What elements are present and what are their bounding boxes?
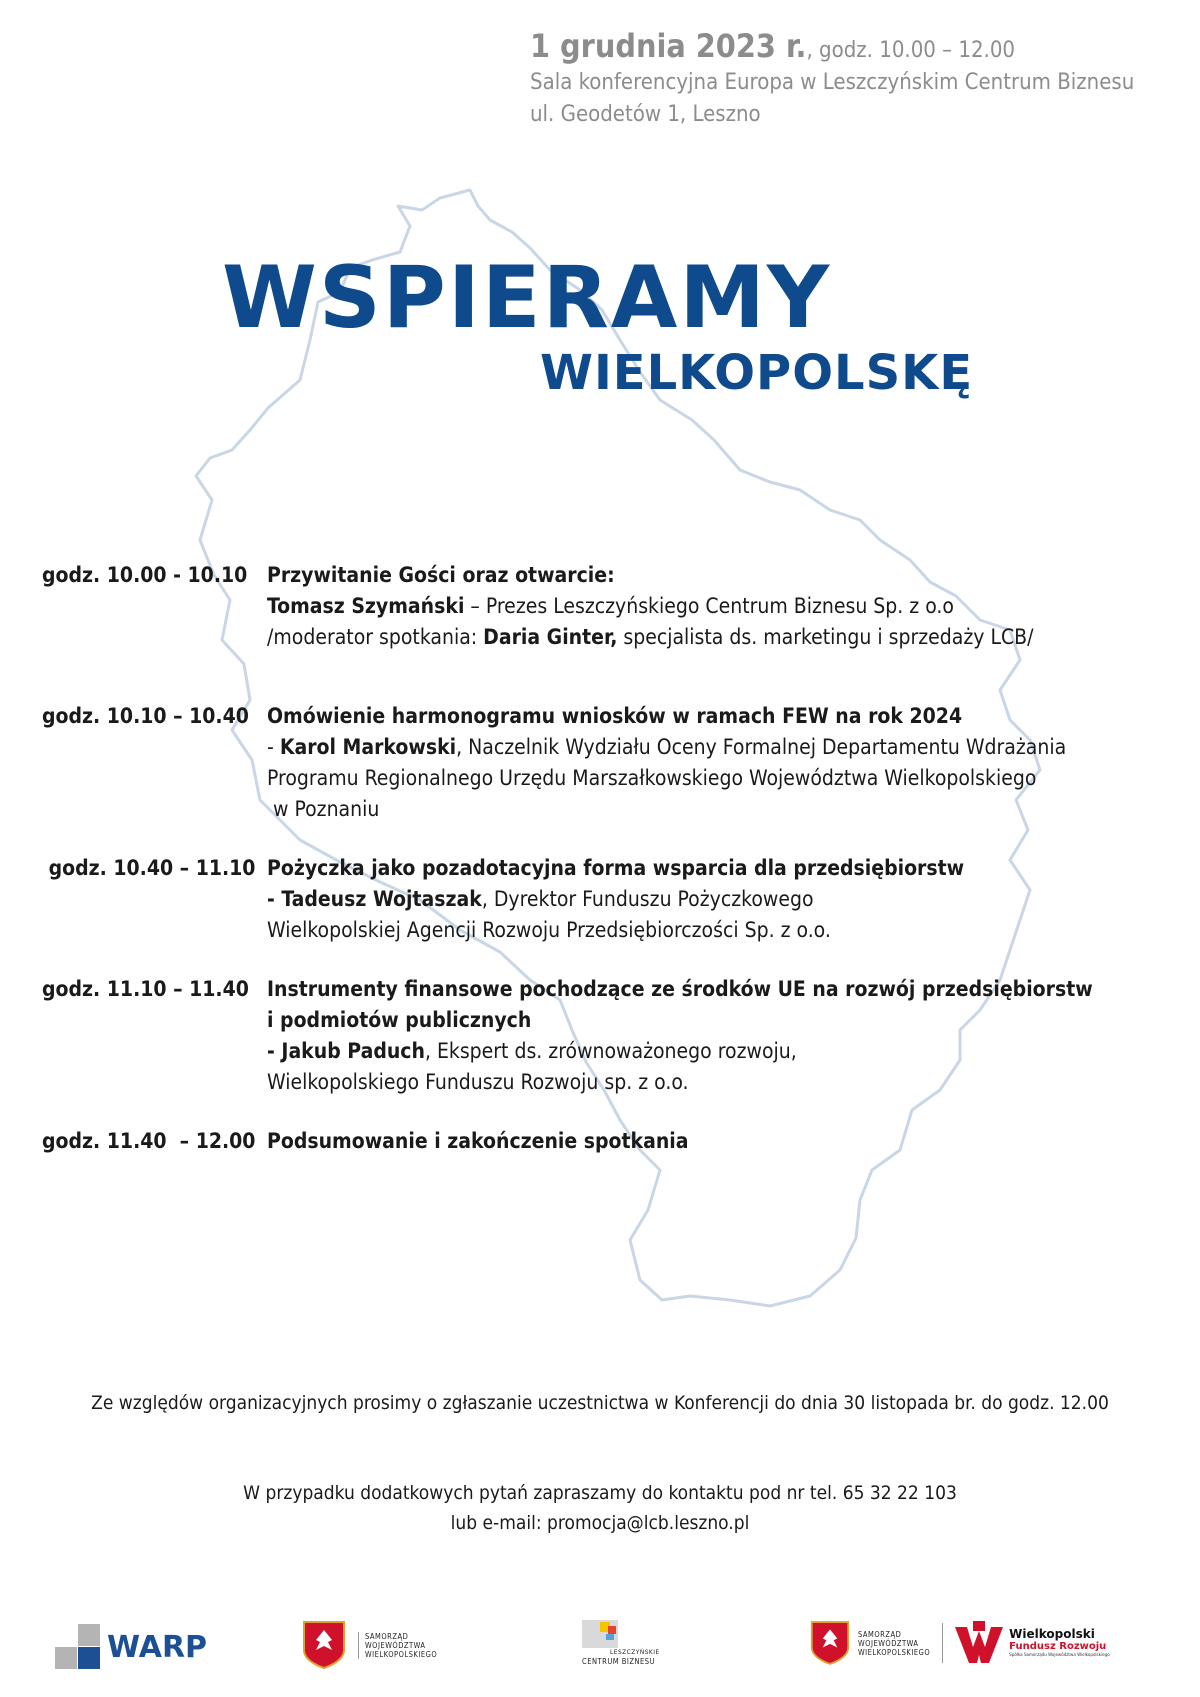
agenda-detail-line: Wielkopolskiego Funduszu Rozwoju sp. z o.o. xyxy=(267,1070,689,1094)
agenda-item xyxy=(42,853,1172,946)
agenda-topic-continued: i podmiotów publicznych xyxy=(267,1008,532,1032)
samorzad-text-2: WOJEWÓDZTWA xyxy=(858,1638,919,1648)
title-line-2: WIELKOPOLSKĘ xyxy=(540,345,974,401)
agenda-detail-line: w Poznaniu xyxy=(267,797,380,821)
samorzad-text-1: SAMORZĄD xyxy=(858,1629,902,1639)
agenda-item xyxy=(42,701,1172,825)
lcb-text-2: CENTRUM BIZNESU xyxy=(582,1657,656,1666)
speaker-prefix: - xyxy=(267,735,280,759)
speaker-name: Karol Markowski xyxy=(279,735,457,759)
agenda-detail-line: Programu Regionalnego Urzędu Marszałkowskiego Województwa Wielkopolskiego xyxy=(267,766,1037,790)
speaker-role: , Naczelnik Wydziału Oceny Formalnej Departamentu Wdrażania xyxy=(456,735,1067,759)
agenda-time: godz. 10.10 – 10.40 xyxy=(42,704,249,728)
event-header xyxy=(530,27,1135,131)
agenda-item xyxy=(42,1126,1172,1157)
agenda-time: godz. 11.10 – 11.40 xyxy=(42,977,249,1001)
lcb-logo xyxy=(582,1620,660,1666)
event-date: 1 grudnia 2023 r. xyxy=(530,27,807,65)
agenda-topic: Przywitanie Gości oraz otwarcie: xyxy=(267,563,615,587)
samorzad-text-2: WOJEWÓDZTWA xyxy=(365,1640,426,1650)
wfr-text-1: Wielkopolski xyxy=(1009,1627,1095,1641)
agenda-time: godz. 10.40 – 11.10 xyxy=(42,856,256,880)
samorzad-text-2-block xyxy=(858,1630,930,1657)
moderator-prefix: /moderator spotkania: xyxy=(267,625,484,649)
lcb-mark-icon xyxy=(582,1620,618,1648)
agenda-topic: Instrumenty finansowe pochodzące ze środków UE na rozwój przedsiębiorstw xyxy=(267,977,1093,1001)
coat-of-arms-icon xyxy=(810,1620,850,1666)
agenda-content xyxy=(267,560,1172,653)
wfr-text-3: Spółka Samorządu Województwa Wielkopolskiego xyxy=(1009,1653,1110,1658)
samorzad-logo xyxy=(302,1620,437,1670)
agenda-content xyxy=(267,974,1172,1098)
agenda-speaker-line xyxy=(267,732,1172,763)
agenda-topic: Omówienie harmonogramu wniosków w ramach FEW na rok 2024 xyxy=(267,704,963,728)
partner-logos xyxy=(0,1620,1200,1680)
speaker-name: Tomasz Szymański xyxy=(267,594,465,618)
event-date-line xyxy=(530,27,1134,67)
agenda-detail-line: Wielkopolskiej Agencji Rozwoju Przedsiębiorczości Sp. z o.o. xyxy=(267,918,831,942)
wfr-mark-icon xyxy=(955,1621,1003,1665)
samorzad-text-3: WIELKOPOLSKIEGO xyxy=(858,1647,931,1657)
speaker-role: , Ekspert ds. zrównoważonego rozwoju, xyxy=(424,1039,797,1063)
agenda-content xyxy=(267,1126,1172,1157)
agenda xyxy=(42,560,1172,1157)
samorzad-logo-2 xyxy=(810,1620,1110,1666)
contact-line-2: lub e-mail: promocja@lcb.leszno.pl xyxy=(450,1512,750,1534)
agenda-item xyxy=(42,974,1172,1098)
speaker-role: , Dyrektor Funduszu Pożyczkowego xyxy=(481,887,814,911)
event-address: ul. Geodetów 1, Leszno xyxy=(530,102,761,127)
speaker-name: - Jakub Paduch xyxy=(267,1039,425,1063)
warp-logo-text: WARP xyxy=(107,1629,208,1665)
samorzad-text-1: SAMORZĄD xyxy=(365,1631,409,1641)
event-time: , godz. 10.00 – 12.00 xyxy=(806,38,1016,63)
agenda-moderator-line xyxy=(267,622,1172,653)
samorzad-text xyxy=(358,1632,437,1659)
coat-of-arms-icon xyxy=(302,1620,346,1670)
samorzad-text-3: WIELKOPOLSKIEGO xyxy=(365,1649,438,1659)
agenda-topic: Pożyczka jako pozadotacyjna forma wsparcia dla przedsiębiorstw xyxy=(267,856,965,880)
contact-line-1: W przypadku dodatkowych pytań zapraszamy do kontaktu pod nr tel. 65 32 22 103 xyxy=(243,1482,957,1504)
moderator-name: Daria Ginter, xyxy=(483,625,618,649)
agenda-speaker-line xyxy=(267,591,1172,622)
wfr-text-2: Fundusz Rozwoju xyxy=(1009,1641,1107,1652)
wfr-text xyxy=(1009,1627,1110,1659)
event-venue: Sala konferencyjna Europa w Leszczyńskim Centrum Biznesu xyxy=(530,70,1135,95)
title-line-1: WSPIERAMY xyxy=(222,248,832,348)
agenda-content xyxy=(267,701,1172,825)
logo-divider xyxy=(942,1623,943,1663)
warp-logo xyxy=(55,1624,207,1670)
agenda-content xyxy=(267,853,1172,946)
agenda-item xyxy=(42,560,1172,653)
agenda-time: godz. 10.00 - 10.10 xyxy=(42,563,248,587)
registration-note: Ze względów organizacyjnych prosimy o zgłaszanie uczestnictwa w Konferencji do dnia 30 listopada br. do godz. 12.00 xyxy=(91,1392,1109,1414)
agenda-topic: Podsumowanie i zakończenie spotkania xyxy=(267,1129,689,1153)
lcb-text-1: LESZCZYŃSKIE xyxy=(610,1648,660,1656)
warp-mark-icon xyxy=(55,1624,101,1670)
speaker-name: - Tadeusz Wojtaszak xyxy=(267,887,482,911)
speaker-role: – Prezes Leszczyńskiego Centrum Biznesu Sp. z o.o xyxy=(464,594,954,618)
moderator-role: specjalista ds. marketingu i sprzedaży LCB/ xyxy=(617,625,1034,649)
agenda-speaker-line xyxy=(267,884,1172,915)
agenda-speaker-line xyxy=(267,1036,1172,1067)
agenda-time: godz. 11.40 – 12.00 xyxy=(42,1129,256,1153)
